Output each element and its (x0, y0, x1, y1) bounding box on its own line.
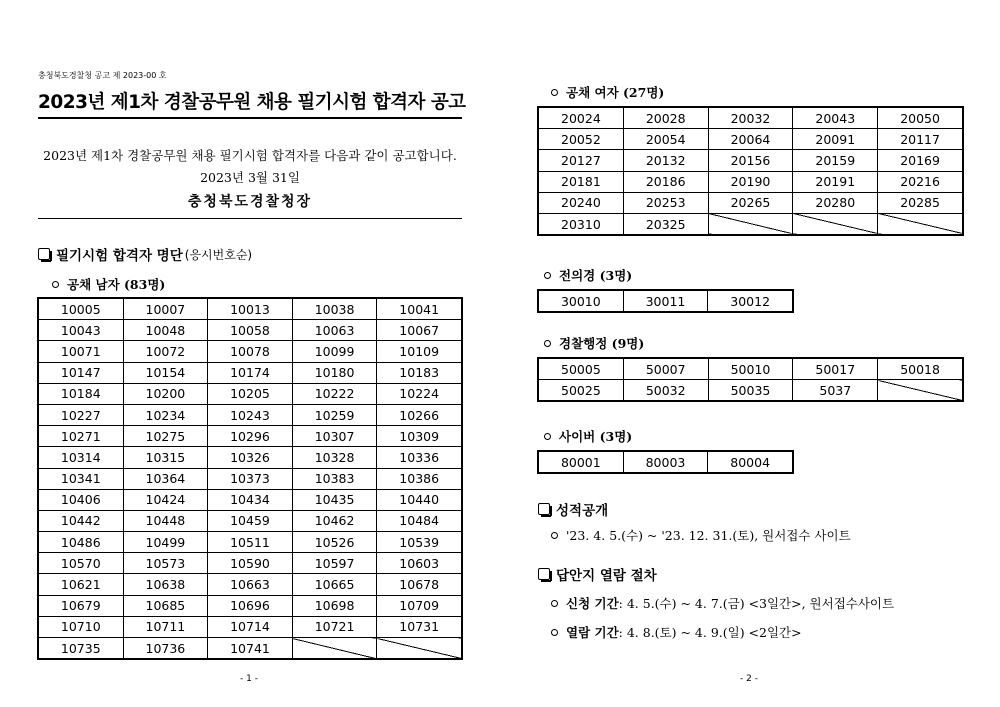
table-row (39, 616, 462, 637)
view-period-label: 열람 기간 (566, 625, 619, 640)
female-passers-table (538, 107, 963, 235)
exam-number-cell: 10183 (377, 362, 462, 383)
exam-number-cell: 10227 (39, 404, 124, 425)
scores-period (551, 526, 851, 544)
exam-number-cell: 10275 (123, 426, 208, 447)
exam-number-cell: 10696 (208, 595, 293, 616)
exam-number-cell: 50017 (793, 359, 878, 380)
empty-cell (878, 380, 963, 401)
scores-heading (538, 499, 608, 519)
apply-period-value: : 4. 5.(수) ~ 4. 7.(금) <3일간>, 원서접수사이트 (618, 596, 895, 611)
exam-number-cell: 10109 (377, 341, 462, 362)
conscript-group-heading (544, 266, 632, 284)
table-row (539, 129, 963, 150)
apply-period-label: 신청 기간 (566, 596, 619, 611)
exam-number-cell: 10735 (39, 638, 124, 659)
exam-number-cell: 80003 (623, 452, 708, 473)
exam-number-cell: 80001 (539, 452, 624, 473)
table-row (39, 553, 462, 574)
exam-number-cell: 10007 (123, 299, 208, 320)
exam-number-cell: 10678 (377, 574, 462, 595)
exam-number-cell: 10328 (292, 447, 377, 468)
answer-sheet-title: 답안지 열람 절차 (556, 568, 657, 584)
exam-number-cell: 10364 (123, 468, 208, 489)
exam-number-cell: 50007 (623, 359, 708, 380)
cyber-group-heading (544, 427, 632, 445)
exam-number-cell: 10259 (292, 404, 377, 425)
conscript-passers-table (538, 290, 793, 312)
exam-number-cell: 20191 (793, 171, 878, 192)
exam-number-cell: 20285 (878, 192, 963, 213)
exam-number-cell: 10314 (39, 447, 124, 468)
page-number-left: - 1 - (240, 674, 258, 684)
exam-number-cell: 10336 (377, 447, 462, 468)
exam-number-cell: 20032 (708, 108, 793, 129)
exam-number-cell: 10621 (39, 574, 124, 595)
exam-number-cell: 10709 (377, 595, 462, 616)
exam-number-cell: 10180 (292, 362, 377, 383)
exam-number-cell: 10638 (123, 574, 208, 595)
empty-cell (708, 213, 793, 234)
exam-number-cell: 5037 (793, 380, 878, 401)
exam-number-cell: 30010 (539, 291, 624, 312)
exam-number-cell: 10266 (377, 404, 462, 425)
exam-number-cell: 10067 (377, 320, 462, 341)
circle-bullet-icon (544, 433, 551, 440)
exam-number-cell: 20052 (539, 129, 624, 150)
table-row (539, 291, 793, 312)
table-row (539, 213, 963, 234)
scores-title: 성적공개 (556, 503, 609, 519)
exam-number-cell: 10711 (123, 616, 208, 637)
exam-number-cell: 20253 (623, 192, 708, 213)
issuer-divider (38, 218, 462, 219)
table-row (539, 171, 963, 192)
scores-period-text: '23. 4. 5.(수) ~ '23. 12. 31.(토), 원서접수 사이트 (566, 528, 851, 543)
table-row (39, 362, 462, 383)
exam-number-cell: 10184 (39, 383, 124, 404)
exam-number-cell: 10424 (123, 489, 208, 510)
exam-number-cell: 10698 (292, 595, 377, 616)
male-group-heading (52, 275, 165, 293)
apply-period (551, 594, 894, 612)
exam-number-cell: 10442 (39, 510, 124, 531)
exam-number-cell: 10406 (39, 489, 124, 510)
exam-number-cell: 10386 (377, 468, 462, 489)
exam-number-cell: 10736 (123, 638, 208, 659)
exam-number-cell: 20186 (623, 171, 708, 192)
exam-number-cell: 10296 (208, 426, 293, 447)
document-number: 충청북도경찰청 공고 제 2023-00 호 (38, 71, 167, 80)
exam-number-cell: 10435 (292, 489, 377, 510)
exam-number-cell: 10243 (208, 404, 293, 425)
table-row (39, 510, 462, 531)
exam-number-cell: 20156 (708, 150, 793, 171)
exam-number-cell: 10526 (292, 532, 377, 553)
cyber-passers-table (538, 451, 793, 473)
exam-number-cell: 10665 (292, 574, 377, 595)
circle-bullet-icon (551, 629, 558, 636)
exam-number-cell: 10224 (377, 383, 462, 404)
exam-number-cell: 10679 (39, 595, 124, 616)
table-row (39, 426, 462, 447)
admin-group-label: 경찰행정 (9명) (559, 336, 645, 351)
exam-number-cell: 20280 (793, 192, 878, 213)
exam-number-cell: 10078 (208, 341, 293, 362)
female-group-heading (551, 83, 664, 101)
table-row (39, 320, 462, 341)
exam-number-cell: 20132 (623, 150, 708, 171)
table-row (539, 150, 963, 171)
table-row (39, 404, 462, 425)
exam-number-cell: 20028 (623, 108, 708, 129)
exam-number-cell: 20310 (539, 213, 624, 234)
exam-number-cell: 10499 (123, 532, 208, 553)
exam-number-cell: 10685 (123, 595, 208, 616)
exam-number-cell: 10448 (123, 510, 208, 531)
exam-number-cell: 10462 (292, 510, 377, 531)
exam-number-cell: 10309 (377, 426, 462, 447)
exam-number-cell: 10570 (39, 553, 124, 574)
table-row (39, 638, 462, 659)
exam-number-cell: 10603 (377, 553, 462, 574)
exam-number-cell: 10205 (208, 383, 293, 404)
exam-number-cell: 10315 (123, 447, 208, 468)
circle-bullet-icon (551, 89, 558, 96)
page-number-right: - 2 - (740, 674, 758, 684)
male-group-label: 공채 남자 (83명) (67, 277, 166, 292)
exam-number-cell: 10326 (208, 447, 293, 468)
title-divider (38, 117, 462, 119)
exam-number-cell: 10731 (377, 616, 462, 637)
view-period-value: : 4. 8.(토) ~ 4. 9.(일) <2일간> (618, 625, 802, 640)
exam-number-cell: 10222 (292, 383, 377, 404)
exam-number-cell: 10373 (208, 468, 293, 489)
view-period (551, 623, 802, 641)
exam-number-cell: 10663 (208, 574, 293, 595)
intro-text: 2023년 제1차 경찰공무원 채용 필기시험 합격자를 다음과 같이 공고합니다. (43, 148, 457, 163)
exam-number-cell: 20190 (708, 171, 793, 192)
empty-cell (377, 638, 462, 659)
exam-number-cell: 10597 (292, 553, 377, 574)
exam-number-cell: 10271 (39, 426, 124, 447)
exam-number-cell: 20091 (793, 129, 878, 150)
exam-number-cell: 10710 (39, 616, 124, 637)
table-row (39, 489, 462, 510)
table-row (539, 108, 963, 129)
exam-number-cell: 50035 (708, 380, 793, 401)
exam-number-cell: 10038 (292, 299, 377, 320)
exam-number-cell: 10005 (39, 299, 124, 320)
exam-number-cell: 20159 (793, 150, 878, 171)
announcement-date: 2023년 3월 31일 (200, 170, 300, 185)
male-passers-table (38, 298, 462, 659)
exam-number-cell: 10307 (292, 426, 377, 447)
exam-number-cell: 10484 (377, 510, 462, 531)
empty-cell (878, 213, 963, 234)
table-row (39, 447, 462, 468)
exam-number-cell: 10072 (123, 341, 208, 362)
exam-number-cell: 30012 (708, 291, 793, 312)
circle-bullet-icon (551, 532, 558, 539)
exam-number-cell: 20064 (708, 129, 793, 150)
exam-number-cell: 20043 (793, 108, 878, 129)
table-row (39, 595, 462, 616)
exam-number-cell: 50032 (623, 380, 708, 401)
issuer-name: 충청북도경찰청장 (187, 194, 313, 210)
exam-number-cell: 10174 (208, 362, 293, 383)
exam-number-cell: 20265 (708, 192, 793, 213)
empty-cell (292, 638, 377, 659)
exam-number-cell: 80004 (708, 452, 793, 473)
exam-number-cell: 50018 (878, 359, 963, 380)
exam-number-cell: 10058 (208, 320, 293, 341)
exam-number-cell: 20181 (539, 171, 624, 192)
empty-cell (793, 213, 878, 234)
exam-number-cell: 10383 (292, 468, 377, 489)
exam-number-cell: 20325 (623, 213, 708, 234)
table-row (39, 299, 462, 320)
exam-number-cell: 20054 (623, 129, 708, 150)
exam-number-cell: 10041 (377, 299, 462, 320)
exam-number-cell: 20127 (539, 150, 624, 171)
exam-number-cell: 10741 (208, 638, 293, 659)
exam-number-cell: 10048 (123, 320, 208, 341)
table-row (39, 468, 462, 489)
exam-number-cell: 10459 (208, 510, 293, 531)
circle-bullet-icon (544, 272, 551, 279)
exam-number-cell: 10200 (123, 383, 208, 404)
section-passers-subtitle: (응시번호순) (184, 247, 253, 262)
table-row (539, 192, 963, 213)
exam-number-cell: 20169 (878, 150, 963, 171)
table-row (39, 574, 462, 595)
table-row (539, 452, 793, 473)
page-title: 2023년 제1차 경찰공무원 채용 필기시험 합격자 공고 (38, 92, 466, 113)
exam-number-cell: 10234 (123, 404, 208, 425)
exam-number-cell: 10721 (292, 616, 377, 637)
exam-number-cell: 10573 (123, 553, 208, 574)
exam-number-cell: 50005 (539, 359, 624, 380)
exam-number-cell: 20024 (539, 108, 624, 129)
exam-number-cell: 10043 (39, 320, 124, 341)
circle-bullet-icon (544, 340, 551, 347)
exam-number-cell: 20240 (539, 192, 624, 213)
exam-number-cell: 10434 (208, 489, 293, 510)
exam-number-cell: 10154 (123, 362, 208, 383)
exam-number-cell: 20216 (878, 171, 963, 192)
exam-number-cell: 10511 (208, 532, 293, 553)
table-row (539, 359, 963, 380)
exam-number-cell: 20117 (878, 129, 963, 150)
exam-number-cell: 10590 (208, 553, 293, 574)
exam-number-cell: 10147 (39, 362, 124, 383)
exam-number-cell: 10063 (292, 320, 377, 341)
admin-passers-table (538, 358, 963, 401)
exam-number-cell: 10013 (208, 299, 293, 320)
section-passers-heading (38, 244, 252, 264)
exam-number-cell: 20050 (878, 108, 963, 129)
exam-number-cell: 10099 (292, 341, 377, 362)
checkbox-bullet-icon (538, 568, 550, 580)
section-passers-title: 필기시험 합격자 명단 (56, 248, 183, 264)
exam-number-cell: 10341 (39, 468, 124, 489)
exam-number-cell: 10486 (39, 532, 124, 553)
table-row (39, 532, 462, 553)
exam-number-cell: 10714 (208, 616, 293, 637)
exam-number-cell: 10071 (39, 341, 124, 362)
checkbox-bullet-icon (38, 248, 50, 260)
answer-sheet-heading (538, 564, 657, 584)
female-group-label: 공채 여자 (27명) (566, 85, 665, 100)
circle-bullet-icon (52, 281, 59, 288)
table-row (39, 341, 462, 362)
cyber-group-label: 사이버 (3명) (559, 429, 633, 444)
checkbox-bullet-icon (538, 503, 550, 515)
circle-bullet-icon (551, 600, 558, 607)
conscript-group-label: 전의경 (3명) (559, 268, 633, 283)
table-row (539, 380, 963, 401)
table-row (39, 383, 462, 404)
exam-number-cell: 50010 (708, 359, 793, 380)
exam-number-cell: 30011 (623, 291, 708, 312)
admin-group-heading (544, 334, 644, 352)
exam-number-cell: 10539 (377, 532, 462, 553)
exam-number-cell: 10440 (377, 489, 462, 510)
exam-number-cell: 50025 (539, 380, 624, 401)
